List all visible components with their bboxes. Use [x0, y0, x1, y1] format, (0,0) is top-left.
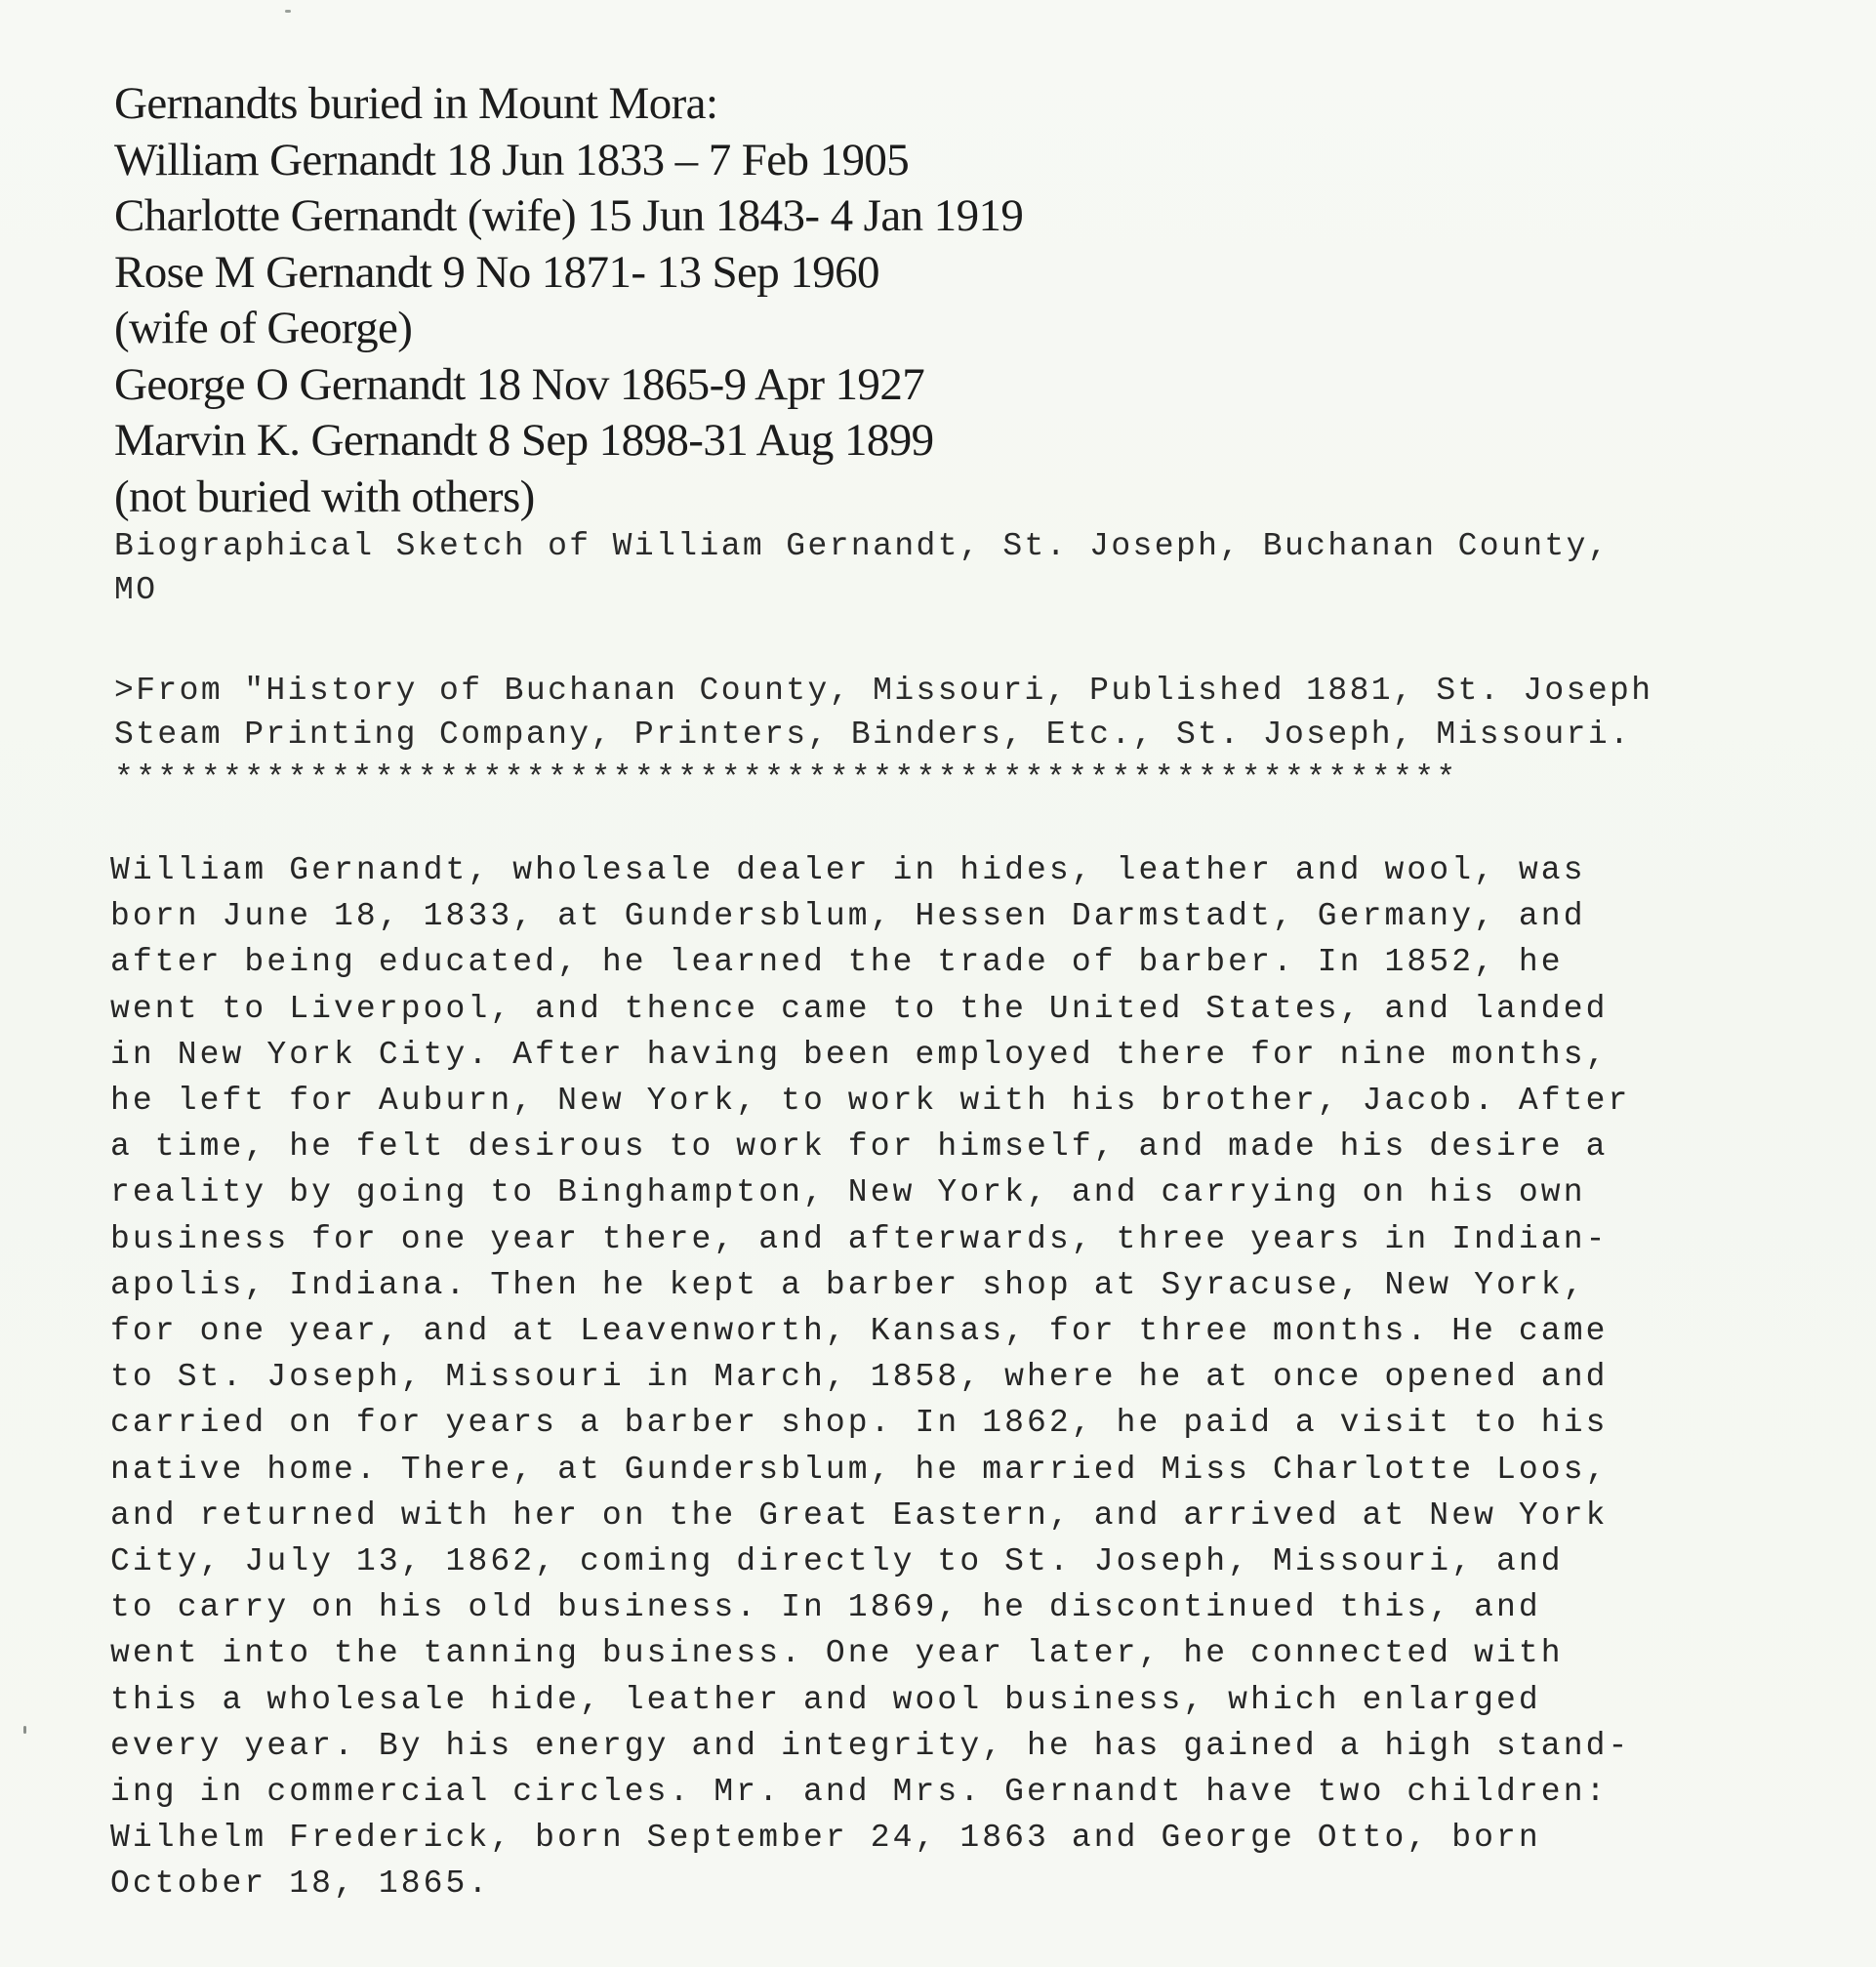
biography-line: to St. Joseph, Missouri in March, 1858, where he at once opened and	[110, 1359, 1609, 1396]
biography-line: went to Liverpool, and thence came to the United States, and landed	[110, 990, 1609, 1027]
scan-speck	[285, 10, 291, 13]
source-citation	[114, 669, 1861, 800]
biography-line: William Gernandt, wholesale dealer in hides, leather and wool, was	[110, 852, 1586, 888]
biography-line: carried on for years a barber shop. In 1862, he paid a visit to his	[110, 1405, 1609, 1442]
source-line: Steam Printing Company, Printers, Binders, Etc., St. Joseph, Missouri.	[114, 717, 1632, 753]
biography-line: native home. There, at Gundersblum, he married Miss Charlotte Loos,	[110, 1451, 1609, 1488]
biography-line: every year. By his energy and integrity, he has gained a high stand-	[110, 1727, 1631, 1764]
biography-line: in New York City. After having been employed there for nine months,	[110, 1036, 1609, 1073]
biography-line: a time, he felt desirous to work for himself, and made his desire a	[110, 1128, 1609, 1166]
biography-line: business for one year there, and afterwards, three years in Indian-	[110, 1220, 1609, 1257]
biography-line: and returned with her on the Great Eastern, and arrived at New York	[110, 1496, 1609, 1534]
biography-line: this a wholesale hide, leather and wool business, which enlarged	[110, 1681, 1541, 1718]
biography-line: City, July 13, 1862, coming directly to St. Joseph, Missouri, and	[110, 1543, 1564, 1580]
biography-line: reality by going to Binghampton, New York, and carrying on his own	[110, 1174, 1586, 1211]
biography-line: for one year, and at Leavenworth, Kansas, for three months. He came	[110, 1313, 1609, 1350]
burial-entry: George O Gernandt 18 Nov 1865-9 Apr 1927	[114, 358, 925, 410]
burial-entry: Charlotte Gernandt (wife) 15 Jun 1843- 4 Jan 1919	[114, 190, 1024, 241]
asterisk-divider: **************************************************************	[114, 760, 1458, 797]
biography-line: Wilhelm Frederick, born September 24, 1863 and George Otto, born	[110, 1820, 1541, 1857]
burial-entry: Marvin K. Gernandt 8 Sep 1898-31 Aug 1899	[114, 415, 934, 466]
burial-entry: Rose M Gernandt 9 No 1871- 13 Sep 1960	[114, 246, 879, 298]
sketch-title-line: Biographical Sketch of William Gernandt, St. Joseph, Buchanan County,	[114, 528, 1611, 564]
biography-line: October 18, 1865.	[110, 1865, 491, 1903]
biography-text	[110, 847, 1857, 1907]
burial-entry: William Gernandt 18 Jun 1833 – 7 Feb 1905	[114, 134, 910, 185]
source-line: >From "History of Buchanan County, Missouri, Published 1881, St. Joseph	[114, 673, 1653, 709]
sketch-title	[114, 524, 1861, 612]
burial-list	[114, 76, 1774, 525]
biography-line: born June 18, 1833, at Gundersblum, Hessen Darmstadt, Germany, and	[110, 898, 1586, 935]
biography-line: ing in commercial circles. Mr. and Mrs. Gernandt have two children:	[110, 1774, 1609, 1811]
scan-speck	[23, 1726, 26, 1734]
biography-line: apolis, Indiana. Then he kept a barber shop at Syracuse, New York,	[110, 1266, 1586, 1303]
burial-entry: (wife of George)	[114, 303, 413, 353]
biography-line: he left for Auburn, New York, to work with his brother, Jacob. After	[110, 1083, 1631, 1120]
burial-entry: (not buried with others)	[114, 471, 535, 522]
sketch-title-line: MO	[114, 572, 158, 608]
burial-heading: Gernandts buried in Mount Mora:	[114, 78, 718, 129]
biography-line: to carry on his old business. In 1869, he discontinued this, and	[110, 1589, 1541, 1626]
biography-line: after being educated, he learned the trade of barber. In 1852, he	[110, 944, 1564, 981]
biography-line: went into the tanning business. One year later, he connected with	[110, 1635, 1564, 1672]
